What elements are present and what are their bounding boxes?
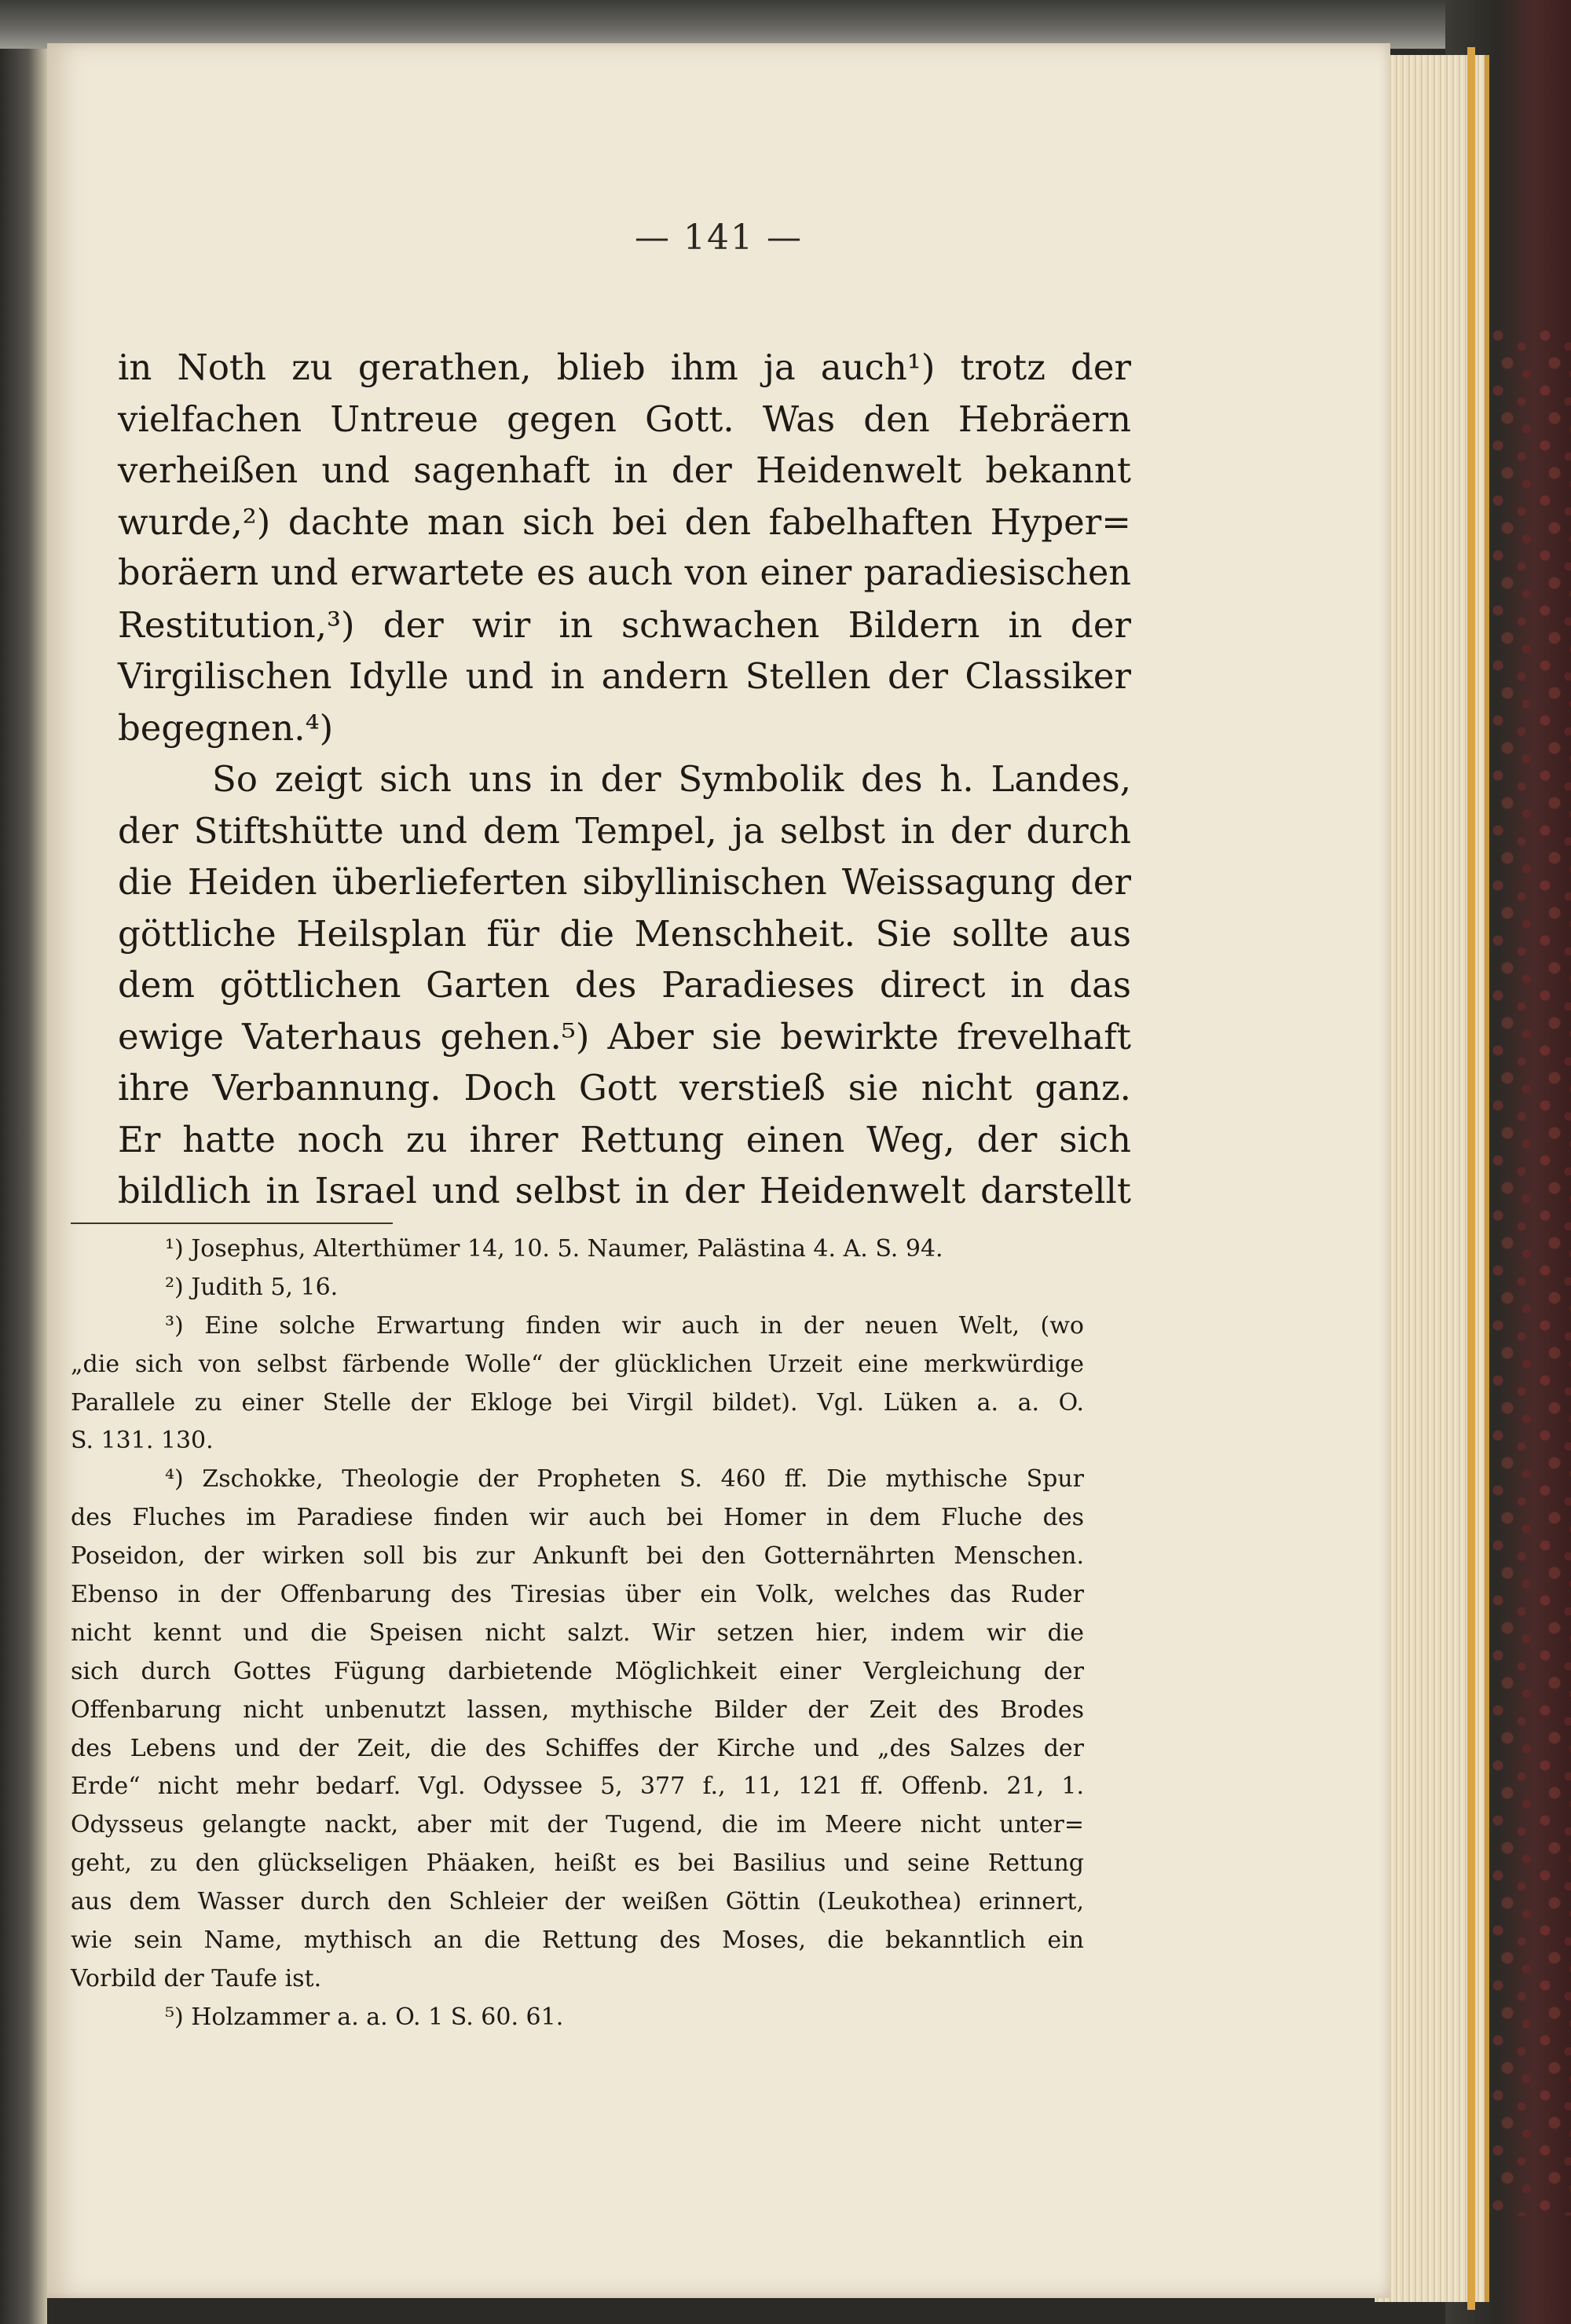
text-line: in Noth zu gerathen, blieb ihm ja auch¹) trotz der: [118, 346, 1131, 388]
footnote-rule: [71, 1222, 393, 1224]
text-line: dem göttlichen Garten des Paradieses direct in das: [118, 964, 1131, 1006]
footnote-line: nicht kennt und die Speisen nicht salzt. Wir setzen hier, indem wir die: [71, 1618, 1084, 1647]
text-line: wurde,²) dachte man sich bei den fabelhaften Hyper=: [118, 500, 1131, 543]
footnote-line: Poseidon, der wirken soll bis zur Ankunft bei den Gotternährten Menschen.: [71, 1542, 1084, 1571]
main-text-block: [118, 342, 1131, 1217]
footnote-line: Odysseus gelangte nackt, aber mit der Tugend, die im Meere nicht unter=: [71, 1811, 1084, 1839]
footnote-line: aus dem Wasser durch den Schleier der weißen Göttin (Leukothea) erinnert,: [71, 1888, 1084, 1916]
text-line: Restitution,³) der wir in schwachen Bildern in der: [118, 603, 1131, 646]
text-line: Virgilischen Idylle und in andern Stellen der Classiker: [118, 655, 1131, 697]
footnote-line: des Fluches im Paradiese finden wir auch bei Homer in dem Fluche des: [71, 1504, 1084, 1532]
footnote-line: ¹) Josephus, Alterthümer 14, 10. 5. Naumer, Palästina 4. A. S. 94.: [165, 1235, 943, 1263]
footnote-line: des Lebens und der Zeit, die des Schiffes der Kirche und „des Salzes der: [71, 1734, 1084, 1762]
gilt-page-edge: [1467, 47, 1475, 2310]
text-line: vielfachen Untreue gegen Gott. Was den Hebräern: [118, 398, 1131, 440]
text-line: begegnen.⁴): [118, 706, 334, 749]
footnote-line: Offenbarung nicht unbenutzt lassen, mythische Bilder der Zeit des Brodes: [71, 1695, 1084, 1724]
footnote-line: ⁴) Zschokke, Theologie der Propheten S. 460 ff. Die mythische Spur: [165, 1465, 1084, 1494]
footnote-line: ⁵) Holzammer a. a. O. 1 S. 60. 61.: [165, 2003, 564, 2031]
footnote-line: Ebenso in der Offenbarung des Tiresias über ein Volk, welches das Ruder: [71, 1581, 1084, 1609]
text-line: ihre Verbannung. Doch Gott verstieß sie nicht ganz.: [118, 1067, 1131, 1109]
text-line: der Stiftshütte und dem Tempel, ja selbst in der durch: [118, 809, 1131, 852]
footnote-line: S. 131. 130.: [71, 1427, 214, 1455]
text-line: Er hatte noch zu ihrer Rettung einen Weg, der sich: [118, 1118, 1131, 1160]
page-number: — 141 —: [635, 218, 803, 258]
footnote-line: sich durch Gottes Fügung darbietende Möglichkeit einer Vergleichung der: [71, 1657, 1084, 1685]
footnote-line: Vorbild der Taufe ist.: [71, 1964, 322, 1992]
marbled-cover-texture: [1489, 330, 1571, 2216]
scan-left-margin: [0, 0, 47, 2324]
scan-top-margin: [0, 0, 1571, 49]
text-line: So zeigt sich uns in der Symbolik des h. Landes,: [212, 758, 1131, 800]
footnote-line: ²) Judith 5, 16.: [165, 1273, 339, 1301]
footnote-line: wie sein Name, mythisch an die Rettung des Moses, die bekanntlich ein: [71, 1926, 1084, 1955]
text-line: boräern und erwartete es auch von einer paradiesischen: [118, 553, 1131, 593]
text-line: ewige Vaterhaus gehen.⁵) Aber sie bewirkte frevelhaft: [118, 1015, 1131, 1058]
footnote-line: ³) Eine solche Erwartung finden wir auch in der neuen Welt, (wo: [165, 1311, 1084, 1340]
footnote-line: Erde“ nicht mehr bedarf. Vgl. Odyssee 5, 377 f., 11, 121 ff. Offenb. 21, 1.: [71, 1772, 1084, 1801]
text-line: verheißen und sagenhaft in der Heidenwelt bekannt: [118, 449, 1131, 491]
footnote-line: geht, zu den glückseligen Phäaken, heißt es bei Basilius und seine Rettung: [71, 1849, 1084, 1878]
footnote-line: „die sich von selbst färbende Wolle“ der glücklichen Urzeit eine merkwürdige: [71, 1350, 1084, 1378]
text-line: bildlich in Israel und selbst in der Heidenwelt darstellt: [118, 1170, 1131, 1211]
footnotes-block: [71, 1230, 1084, 2037]
footnote-line: Parallele zu einer Stelle der Ekloge bei Virgil bildet). Vgl. Lüken a. a. O.: [71, 1388, 1084, 1417]
text-line: göttliche Heilsplan für die Menschheit. Sie sollte aus: [118, 912, 1131, 955]
text-line: die Heiden überlieferten sibyllinischen Weissagung der: [118, 861, 1131, 903]
